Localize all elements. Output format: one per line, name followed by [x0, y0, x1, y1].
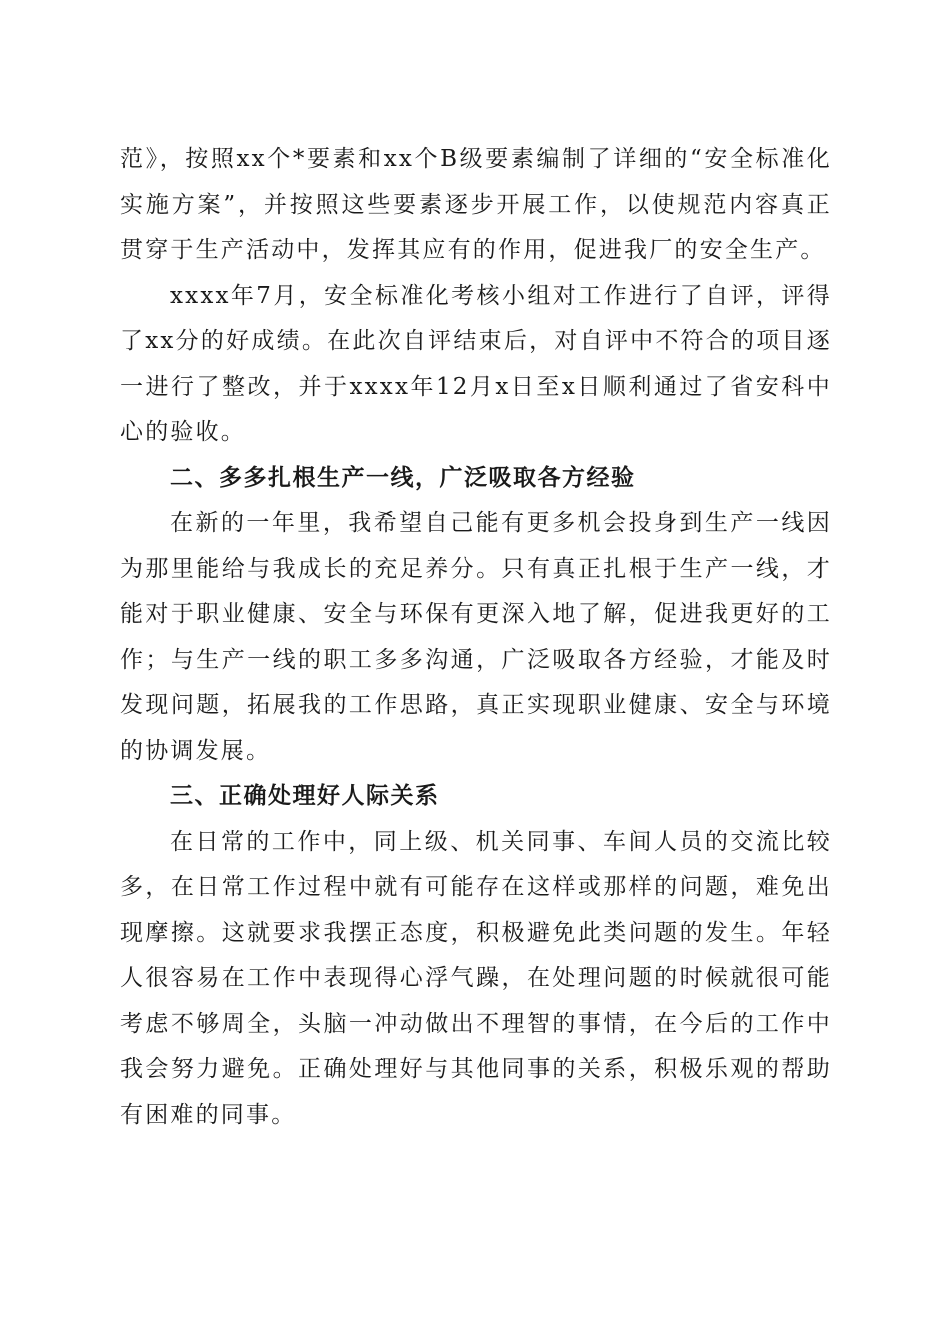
- paragraph-production-line: 在新的一年里，我希望自己能有更多机会投身到生产一线因为那里能给与我成长的充足养分。只有真正扎根于生产一线，才能对于职业健康、安全与环保有更深入地了解，促进我更好的工作；与生产一线的职工多多沟通，广泛吸取各方经验，才能及时发现问题，拓展我的工作思路，真正实现职业健康、安全与环境的协调发展。: [120, 510, 832, 764]
- section-heading-relationships: 三、正确处理好人际关系: [170, 783, 440, 809]
- paragraph-relationships: 在日常的工作中，同上级、机关同事、车间人员的交流比较多，在日常工作过程中就有可能存在这样或那样的问题，难免出现摩擦。这就要求我摆正态度，积极避免此类问题的发生。年轻人很容易在工作中表现得心浮气躁，在处理问题的时候就很可能考虑不够周全，头脑一冲动做出不理智的事情，在今后的工作中我会努力避免。正确处理好与其他同事的关系，积极乐观的帮助有困难的同事。: [120, 828, 832, 1128]
- section-heading-production-line: 二、多多扎根生产一线，广泛吸取各方经验: [170, 464, 636, 491]
- paragraph-self-evaluation: xxxx年7月，安全标准化考核小组对工作进行了自评，评得了xx分的好成绩。在此次自评结束后，对自评中不符合的项目逐一进行了整改，并于xxxx年12月x日至x日顺利通过了省安科中心的验收。: [120, 282, 832, 445]
- paragraph-safety-standard-plan: 范》，按照xx个*要素和xx个B级要素编制了详细的“安全标准化实施方案”，并按照这些要素逐步开展工作，以使规范内容真正贯穿于生产活动中，发挥其应有的作用，促进我厂的安全生产。: [120, 146, 832, 263]
- document-body: [120, 137, 832, 1138]
